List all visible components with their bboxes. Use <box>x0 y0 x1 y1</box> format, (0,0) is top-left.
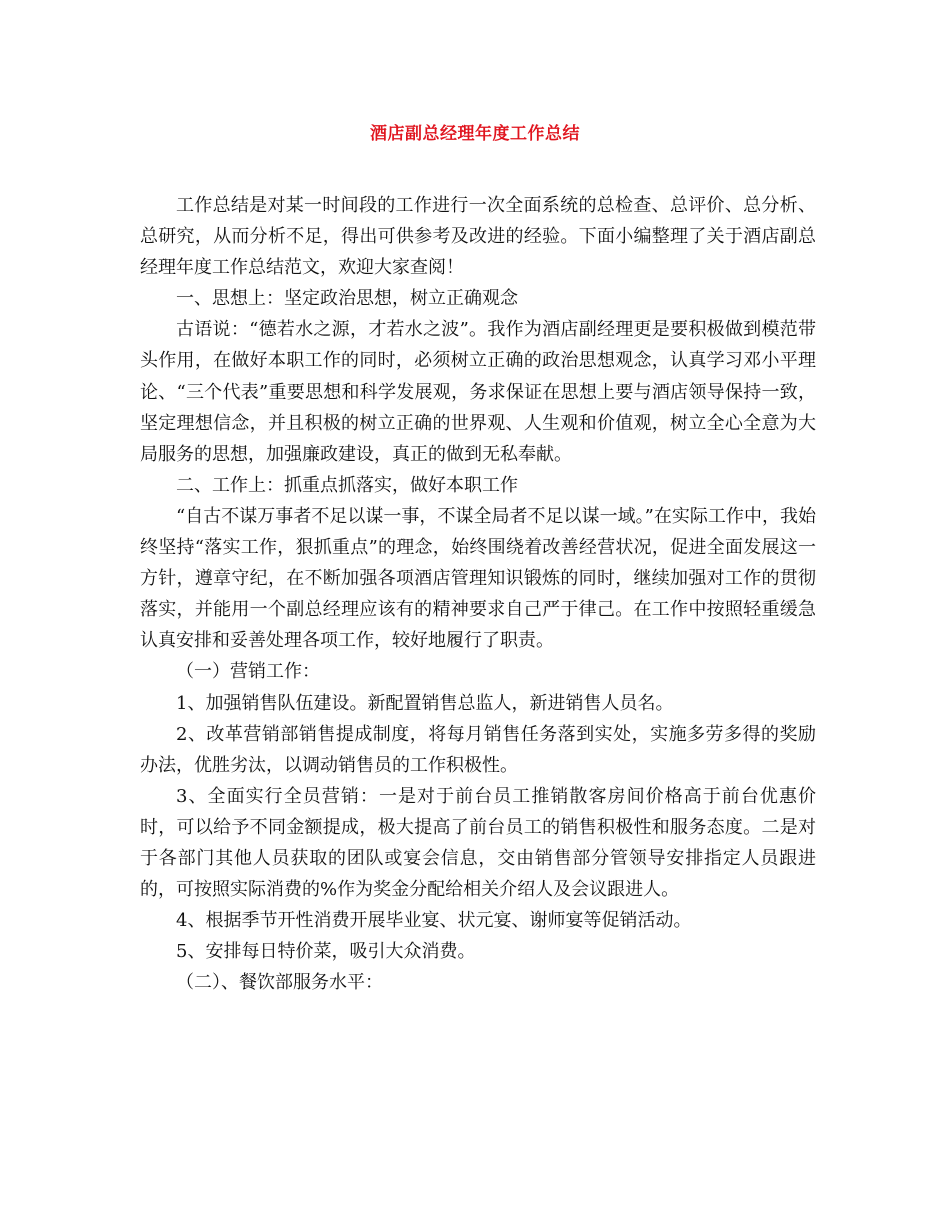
paragraph-work: “自古不谋万事者不足以谋一事，不谋全局者不足以谋一域。”在实际工作中，我始终坚持“落实工作，狠抓重点”的理念，始终围绕着改善经营状况，促进全面发展这一方针，遵章守纪，在不断加强各项酒店管理知识锻炼的同时，继续加强对工作的贯彻落实，并能用一个副总经理应该有的精神要求自己严于律己。在工作中按照轻重缓急认真安排和妥善处理各项工作，较好地履行了职责。 <box>140 505 816 652</box>
section-heading-2: 二、工作上：抓重点抓落实，做好本职工作 <box>176 474 518 496</box>
list-item-2: 2、改革营销部销售提成制度，将每月销售任务落到实处，实施多劳多得的奖励办法，优胜劣汰，以调动销售员的工作积极性。 <box>140 723 816 776</box>
list-item-4: 4、根据季节开性消费开展毕业宴、状元宴、谢师宴等促销活动。 <box>176 910 692 932</box>
document-body <box>140 190 816 998</box>
paragraph-intro: 工作总结是对某一时间段的工作进行一次全面系统的总检查、总评价、总分析、总研究，从而分析不足，得出可供参考及改进的经验。下面小编整理了关于酒店副总经理年度工作总结范文，欢迎大家查阅！ <box>140 195 816 279</box>
subsection-heading-marketing: （一）营销工作： <box>176 661 320 683</box>
list-item-1: 1、加强销售队伍建设。新配置销售总监人，新进销售人员名。 <box>176 692 674 714</box>
list-item-5: 5、安排每日特价菜，吸引大众消费。 <box>176 941 476 963</box>
section-heading-1: 一、思想上：坚定政治思想，树立正确观念 <box>176 288 518 310</box>
document-title: 酒店副总经理年度工作总结 <box>370 124 580 144</box>
subsection-heading-catering: （二）、餐饮部服务水平： <box>176 972 383 994</box>
list-item-3: 3、全面实行全员营销：一是对于前台员工推销散客房间价格高于前台优惠价时，可以给予不同金额提成，极大提高了前台员工的销售积极性和服务态度。二是对于各部门其他人员获取的团队或宴会信息，交由销售部分管领导安排指定人员跟进的，可按照实际消费的%作为奖金分配给相关介绍人及会议跟进人。 <box>140 785 816 901</box>
paragraph-ideology: 古语说：“德若水之源，才若水之波”。我作为酒店副经理更是要积极做到模范带头作用，在做好本职工作的同时，必须树立正确的政治思想观念，认真学习邓小平理论、“三个代表”重要思想和科学发展观，务求保证在思想上要与酒店领导保持一致，坚定理想信念，并且积极的树立正确的世界观、人生观和价值观，树立全心全意为大局服务的思想，加强廉政建设，真正的做到无私奉献。 <box>140 319 816 465</box>
